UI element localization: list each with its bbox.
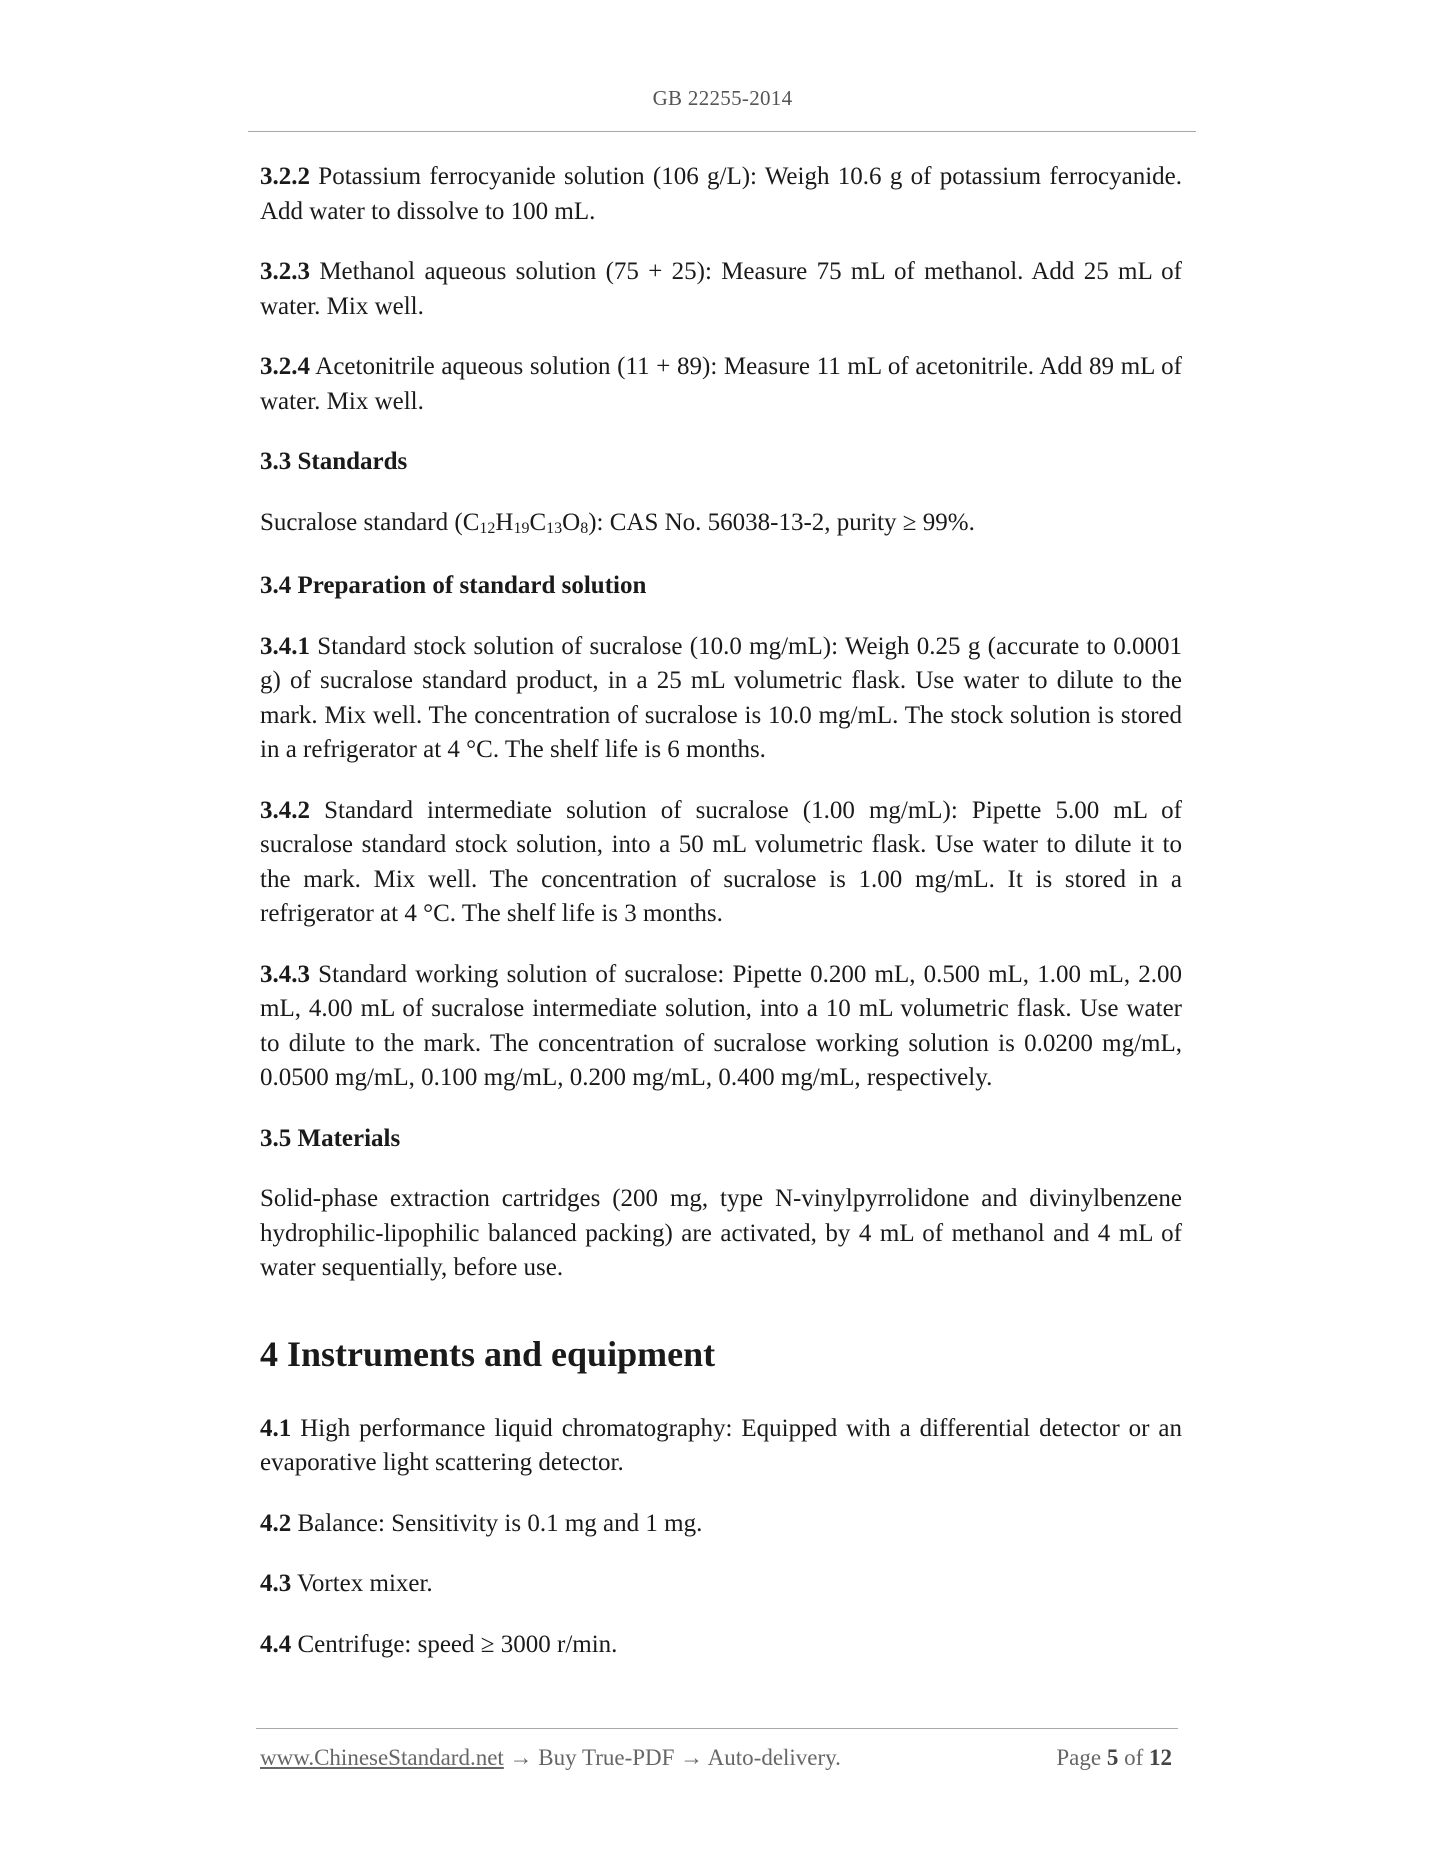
paragraph-3-4-2 [260, 794, 1182, 932]
heading-3-4: 3.4 Preparation of standard solution [260, 572, 647, 599]
clause-text: Acetonitrile aqueous solution (11 + 89): Measure 11 mL of acetonitrile. Add 89 mL of water. Mix well. [260, 353, 1182, 415]
header-divider [248, 131, 1196, 132]
standard-code: GB 22255-2014 [652, 86, 793, 110]
paragraph-4-3 [260, 1567, 1182, 1602]
total-pages: 12 [1149, 1745, 1172, 1770]
paragraph-3-4-3 [260, 958, 1182, 1096]
clause-text: Vortex mixer. [291, 1570, 433, 1597]
clause-number: 3.2.3 [260, 258, 310, 285]
footer-divider [256, 1728, 1178, 1729]
footer-promo [260, 1745, 841, 1771]
page-body [260, 160, 1182, 1688]
clause-number: 3.4.2 [260, 796, 310, 824]
paragraph-3-3: Sucralose standard $(C_{12}H_{19}C_{13}O_8)$: CAS No. 56038-13-2, purity ≥ 99%. [260, 508, 975, 537]
clause-number: 3.4.1 [260, 632, 310, 660]
promo-text: → Buy True-PDF → Auto-delivery. [503, 1745, 841, 1770]
website-link[interactable]: www.ChineseStandard.net [260, 1745, 504, 1770]
clause-text: Methanol aqueous solution (75 + 25): Measure 75 mL of methanol. Add 25 mL of water. Mix well. [260, 258, 1182, 320]
clause-number: 3.2.2 [260, 163, 310, 190]
paragraph-3-5: Solid-phase extraction cartridges (200 mg, type N-vinylpyrrolidone and divinylbenzene hydrophilic-lipophilic balanced packing) are activated, by 4 mL of methanol and 4 mL of water sequentially, before use. [260, 1185, 1182, 1281]
paragraph-3-4-1 [260, 630, 1182, 768]
paragraph-3-2-2 [260, 160, 1182, 229]
clause-number: 3.4.3 [260, 960, 310, 988]
clause-text: Standard stock solution of sucralose (10.0 mg/mL): Weigh 0.25 g (accurate to 0.0001 g) of sucralose standard product, in a 25 mL volumetric flask. Use water to dilute to the mark. Mix well. The concentration of sucralose is 10.0 mg/mL. The stock solution is stored in a refrigerator at 4 °C. The shelf life is 6 months. [260, 632, 1182, 763]
clause-text: Centrifuge: speed ≥ 3000 r/min. [291, 1630, 618, 1658]
clause-number: 4.4 [260, 1630, 292, 1658]
clause-text: Standard intermediate solution of sucralose (1.00 mg/mL): Pipette 5.00 mL of sucralose standard stock solution, into a 50 mL volumetric flask. Use water to dilute it to the mark. Mix well. The concentration of sucralose is 1.00 mg/mL. It is stored in a refrigerator at 4 °C. The shelf life is 3 months. [260, 796, 1182, 927]
paragraph-3-2-3 [260, 255, 1182, 324]
heading-4: 4 Instruments and equipment [260, 1333, 716, 1374]
clause-text: Potassium ferrocyanide solution (106 g/L): Weigh 10.6 g of potassium ferrocyanide. Add water to dissolve to 100 mL. [260, 163, 1182, 225]
clause-text: Balance: Sensitivity is 0.1 mg and 1 mg. [291, 1509, 703, 1537]
heading-3-5: 3.5 Materials [260, 1124, 401, 1152]
clause-number: 4.1 [260, 1414, 292, 1442]
heading-3-3: 3.3 Standards [260, 448, 408, 475]
clause-number: 4.3 [260, 1570, 292, 1597]
current-page: 5 [1106, 1745, 1119, 1770]
paragraph-4-2 [260, 1507, 1182, 1542]
document-header [0, 86, 1445, 111]
page-number: Page 5 of 12 [1056, 1745, 1172, 1770]
paragraph-3-2-4 [260, 350, 1182, 419]
clause-number: 4.2 [260, 1509, 292, 1537]
paragraph-4-1 [260, 1412, 1182, 1481]
paragraph-4-4 [260, 1628, 1182, 1663]
clause-number: 3.2.4 [260, 353, 310, 380]
clause-text: Standard working solution of sucralose: Pipette 0.200 mL, 0.500 mL, 1.00 mL, 2.00 mL, 4.00 mL of sucralose intermediate solution, into a 10 mL volumetric flask. Use water to dilute to the mark. The concentration of sucralose working solution is 0.0200 mg/mL, 0.0500 mg/mL, 0.100 mg/mL, 0.200 mg/mL, 0.400 mg/mL, respectively. [260, 960, 1182, 1091]
clause-text: High performance liquid chromatography: Equipped with a differential detector or an evaporative light scattering detector. [260, 1414, 1182, 1476]
